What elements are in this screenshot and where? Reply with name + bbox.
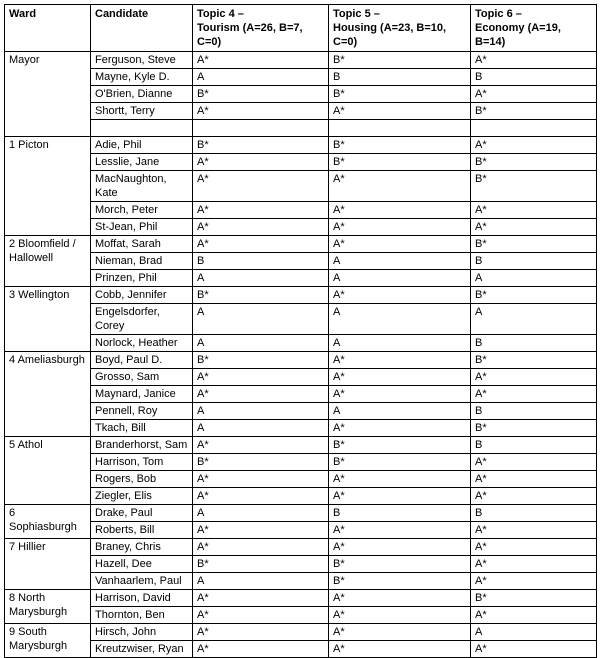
header-ward-label: Ward (9, 8, 37, 20)
topic-4-cell: A* (193, 607, 329, 624)
ward-cell: 6 Sophiasburgh (5, 505, 91, 539)
topic-6-cell: B (471, 69, 597, 86)
topic-5-cell: B* (329, 137, 471, 154)
header-topic-6 (471, 5, 597, 52)
topic-6-cell: A* (471, 52, 597, 69)
header-topic-6-line1: Topic 6 – (475, 8, 522, 20)
candidate-cell: Moffat, Sarah (91, 236, 193, 253)
topic-5-cell: B (329, 505, 471, 522)
topic-6-cell: A* (471, 607, 597, 624)
candidate-cell: Drake, Paul (91, 505, 193, 522)
topic-4-cell: A* (193, 52, 329, 69)
topic-5-cell: B* (329, 86, 471, 103)
header-topic-5-line2: Housing (A=23, B=10, C=0) (333, 22, 447, 48)
topic-6-cell: A* (471, 641, 597, 658)
topic-5-cell: A* (329, 287, 471, 304)
topic-5-cell: B* (329, 154, 471, 171)
topic-6-cell: A (471, 624, 597, 641)
table-row (5, 403, 597, 420)
candidate-cell: O'Brien, Dianne (91, 86, 193, 103)
topic-6-cell: A* (471, 454, 597, 471)
candidate-cell: Engelsdorfer, Corey (91, 304, 193, 335)
topic-6-cell: A* (471, 488, 597, 505)
topic-4-cell: B* (193, 352, 329, 369)
topic-4-cell: A* (193, 103, 329, 120)
topic-4-cell: A* (193, 154, 329, 171)
table-row (5, 171, 597, 202)
topic-5-cell: A* (329, 420, 471, 437)
topic-6-cell: A* (471, 86, 597, 103)
topic-6-cell: B* (471, 171, 597, 202)
topic-6-cell (471, 120, 597, 137)
table-row (5, 420, 597, 437)
topic-5-cell: A* (329, 641, 471, 658)
candidate-cell: Cobb, Jennifer (91, 287, 193, 304)
topic-5-cell: B* (329, 437, 471, 454)
topic-5-cell: B* (329, 573, 471, 590)
topic-6-cell: B* (471, 103, 597, 120)
table-row (5, 556, 597, 573)
table-row (5, 641, 597, 658)
topic-6-cell: B* (471, 287, 597, 304)
topic-6-cell: A (471, 270, 597, 287)
table-row (5, 202, 597, 219)
topic-5-cell (329, 120, 471, 137)
header-topic-6-line2: Economy (A=19, B=14) (475, 22, 561, 48)
table-row (5, 505, 597, 522)
candidate-cell: Boyd, Paul D. (91, 352, 193, 369)
ward-cell: 5 Athol (5, 437, 91, 505)
table-row (5, 573, 597, 590)
ward-cell: 2 Bloomfield / Hallowell (5, 236, 91, 287)
ward-cell: Mayor (5, 52, 91, 137)
topic-5-cell: A* (329, 202, 471, 219)
topic-5-cell: B (329, 69, 471, 86)
table-row (5, 522, 597, 539)
header-candidate (91, 5, 193, 52)
table-row (5, 270, 597, 287)
topic-5-cell: A (329, 403, 471, 420)
table-row (5, 471, 597, 488)
topic-4-cell (193, 120, 329, 137)
topic-5-cell: A* (329, 522, 471, 539)
topic-4-cell: A* (193, 202, 329, 219)
topic-4-cell: A (193, 403, 329, 420)
table-row (5, 539, 597, 556)
ward-cell: 7 Hillier (5, 539, 91, 590)
topic-4-cell: A* (193, 219, 329, 236)
topic-4-cell: A* (193, 386, 329, 403)
candidate-cell: Rogers, Bob (91, 471, 193, 488)
table-row (5, 590, 597, 607)
candidate-cell: Hazell, Dee (91, 556, 193, 573)
topic-4-cell: A* (193, 488, 329, 505)
topic-6-cell: B* (471, 420, 597, 437)
topic-4-cell: A* (193, 624, 329, 641)
topic-6-cell: A* (471, 386, 597, 403)
topic-6-cell: A* (471, 556, 597, 573)
candidate-cell: St-Jean, Phil (91, 219, 193, 236)
topic-5-cell: A* (329, 471, 471, 488)
topic-4-cell: A* (193, 437, 329, 454)
topic-4-cell: B* (193, 454, 329, 471)
topic-6-cell: A (471, 304, 597, 335)
topic-4-cell: B* (193, 556, 329, 573)
candidate-cell: Tkach, Bill (91, 420, 193, 437)
topic-6-cell: A* (471, 573, 597, 590)
header-topic-4-line1: Topic 4 – (197, 8, 244, 20)
topic-5-cell: A* (329, 607, 471, 624)
header-candidate-label: Candidate (95, 8, 149, 20)
topic-6-cell: A* (471, 539, 597, 556)
topic-6-cell: A* (471, 471, 597, 488)
table-row (5, 488, 597, 505)
candidate-cell: Branderhorst, Sam (91, 437, 193, 454)
topic-4-cell: A* (193, 236, 329, 253)
candidate-cell: Adie, Phil (91, 137, 193, 154)
table-row (5, 236, 597, 253)
ward-cell: 9 South Marysburgh (5, 624, 91, 658)
topic-4-cell: A* (193, 641, 329, 658)
topic-5-cell: A (329, 304, 471, 335)
topic-4-cell: B* (193, 287, 329, 304)
topic-6-cell: B* (471, 352, 597, 369)
table-row (5, 335, 597, 352)
topic-5-cell: A* (329, 590, 471, 607)
candidate-cell: MacNaughton, Kate (91, 171, 193, 202)
topic-4-cell: A (193, 69, 329, 86)
topic-6-cell: A* (471, 522, 597, 539)
candidate-cell: Roberts, Bill (91, 522, 193, 539)
topic-5-cell: A* (329, 488, 471, 505)
topic-5-cell: A* (329, 369, 471, 386)
topic-4-cell: A (193, 420, 329, 437)
topic-5-cell: A (329, 253, 471, 270)
topic-5-cell: A* (329, 386, 471, 403)
topic-6-cell: A* (471, 219, 597, 236)
topic-5-cell: A* (329, 624, 471, 641)
topic-4-cell: A (193, 573, 329, 590)
candidate-cell (91, 120, 193, 137)
topic-4-cell: A* (193, 522, 329, 539)
topic-6-cell: B (471, 403, 597, 420)
topic-5-cell: B* (329, 556, 471, 573)
candidate-cell: Grosso, Sam (91, 369, 193, 386)
topic-5-cell: A* (329, 352, 471, 369)
table-row (5, 86, 597, 103)
topic-4-cell: A* (193, 171, 329, 202)
topic-6-cell: B (471, 253, 597, 270)
header-row (5, 5, 597, 52)
table-row (5, 454, 597, 471)
topic-5-cell: A* (329, 539, 471, 556)
table-row (5, 69, 597, 86)
ward-cell: 8 North Marysburgh (5, 590, 91, 624)
table-row (5, 304, 597, 335)
header-ward (5, 5, 91, 52)
topic-5-cell: A* (329, 171, 471, 202)
table-row (5, 103, 597, 120)
header-topic-4 (193, 5, 329, 52)
topic-6-cell: A* (471, 137, 597, 154)
candidate-cell: Maynard, Janice (91, 386, 193, 403)
topic-6-cell: B (471, 505, 597, 522)
topic-4-cell: A* (193, 369, 329, 386)
topic-5-cell: A (329, 270, 471, 287)
topic-6-cell: B (471, 437, 597, 454)
candidate-cell: Lesslie, Jane (91, 154, 193, 171)
header-topic-4-line2: Tourism (A=26, B=7, C=0) (197, 22, 303, 48)
candidate-cell: Braney, Chris (91, 539, 193, 556)
table-body (5, 52, 597, 658)
table-row (5, 386, 597, 403)
table-row (5, 624, 597, 641)
candidate-cell: Morch, Peter (91, 202, 193, 219)
candidate-cell: Ferguson, Steve (91, 52, 193, 69)
table-row (5, 137, 597, 154)
table-row (5, 607, 597, 624)
table-row (5, 437, 597, 454)
header-topic-5-line1: Topic 5 – (333, 8, 380, 20)
ward-cell: 4 Ameliasburgh (5, 352, 91, 437)
topic-6-cell: A* (471, 202, 597, 219)
table-row (5, 369, 597, 386)
candidate-cell: Mayne, Kyle D. (91, 69, 193, 86)
table-row (5, 52, 597, 69)
topic-6-cell: B* (471, 236, 597, 253)
candidate-cell: Harrison, Tom (91, 454, 193, 471)
topic-4-cell: A (193, 270, 329, 287)
table-row (5, 154, 597, 171)
topic-5-cell: A (329, 335, 471, 352)
candidate-cell: Thornton, Ben (91, 607, 193, 624)
table-row (5, 287, 597, 304)
ward-cell: 1 Picton (5, 137, 91, 236)
candidate-cell: Nieman, Brad (91, 253, 193, 270)
topic-4-cell: A (193, 304, 329, 335)
topic-6-cell: B* (471, 154, 597, 171)
topic-5-cell: A* (329, 103, 471, 120)
topic-4-cell: A* (193, 471, 329, 488)
topic-6-cell: B* (471, 590, 597, 607)
table-row (5, 120, 597, 137)
topic-4-cell: A* (193, 590, 329, 607)
topic-4-cell: A* (193, 539, 329, 556)
topic-4-cell: B* (193, 86, 329, 103)
candidate-cell: Ziegler, Elis (91, 488, 193, 505)
topic-4-cell: B* (193, 137, 329, 154)
topic-5-cell: A* (329, 219, 471, 236)
topic-4-cell: A (193, 335, 329, 352)
candidate-cell: Kreutzwiser, Ryan (91, 641, 193, 658)
candidate-cell: Hirsch, John (91, 624, 193, 641)
ward-cell: 3 Wellington (5, 287, 91, 352)
topic-6-cell: B (471, 335, 597, 352)
topic-5-cell: B* (329, 454, 471, 471)
candidate-cell: Shortt, Terry (91, 103, 193, 120)
candidate-cell: Pennell, Roy (91, 403, 193, 420)
candidate-cell: Norlock, Heather (91, 335, 193, 352)
topic-6-cell: A* (471, 369, 597, 386)
table-row (5, 253, 597, 270)
topic-5-cell: B* (329, 52, 471, 69)
header-topic-5 (329, 5, 471, 52)
candidate-responses-table (4, 4, 597, 658)
candidate-cell: Harrison, David (91, 590, 193, 607)
candidate-cell: Prinzen, Phil (91, 270, 193, 287)
table-row (5, 219, 597, 236)
candidate-cell: Vanhaarlem, Paul (91, 573, 193, 590)
topic-4-cell: B (193, 253, 329, 270)
topic-5-cell: A* (329, 236, 471, 253)
table-row (5, 352, 597, 369)
topic-4-cell: A (193, 505, 329, 522)
